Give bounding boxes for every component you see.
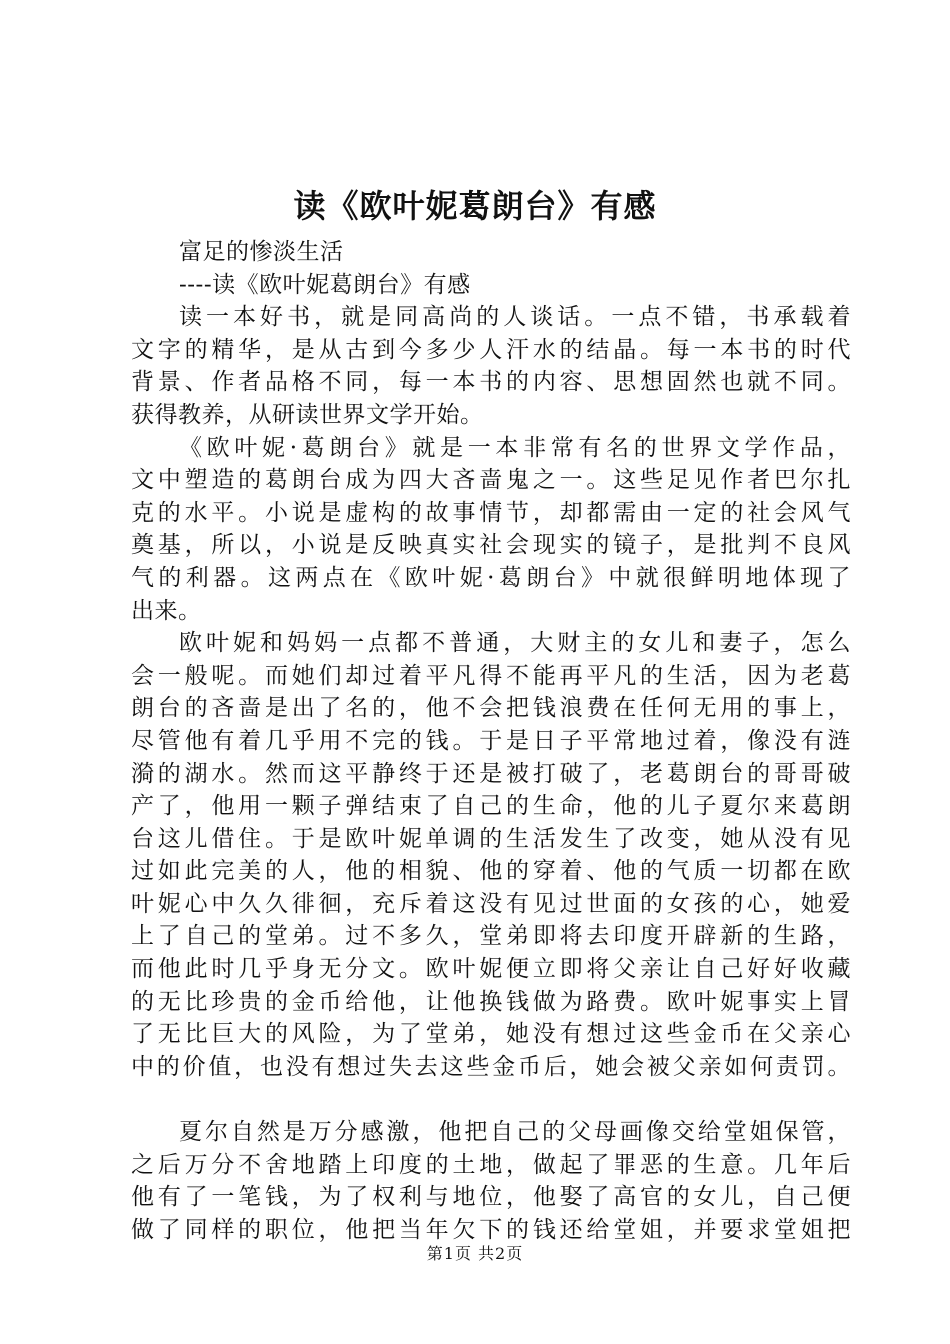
page-footer: 第1页 共2页 (426, 1244, 524, 1263)
text-line: 朗台的吝啬是出了名的，他不会把钱浪费在任何无用的事上， (131, 695, 851, 722)
text-line: 产了，他用一颗子弹结束了自己的生命，他的儿子夏尔来葛朗 (131, 793, 851, 820)
text-line: 叶妮心中久久徘徊，充斥着这没有见过世面的女孩的心，她爱 (131, 890, 851, 917)
text-line: 台这儿借住。于是欧叶妮单调的生活发生了改变，她从没有见 (131, 825, 851, 852)
text-line: 夏尔自然是万分感激，他把自己的父母画像交给堂姐保管， (179, 1119, 851, 1146)
blank-line (131, 1083, 851, 1116)
text-line: 过如此完美的人，他的相貌、他的穿着、他的气质一切都在欧 (131, 858, 851, 885)
text-line: 了无比巨大的风险，为了堂弟，她没有想过这些金币在父亲心 (131, 1021, 851, 1048)
document-title: 读《欧叶妮葛朗台》有感 (293, 187, 657, 225)
document-body (131, 236, 851, 1246)
text-line: 漪的湖水。然而这平静终于还是被打破了，老葛朗台的哥哥破 (131, 760, 851, 787)
text-line: 《欧叶妮·葛朗台》就是一本非常有名的世界文学作品， (179, 434, 851, 461)
text-line: 出来。 (131, 597, 202, 624)
text-line: 欧叶妮和妈妈一点都不普通，大财主的女儿和妻子，怎么 (179, 630, 851, 657)
text-line: 气的利器。这两点在《欧叶妮·葛朗台》中就很鲜明地体现了 (131, 564, 851, 591)
text-line: 会一般呢。而她们却过着平凡得不能再平凡的生活，因为老葛 (131, 662, 851, 689)
text-line: 尽管他有着几乎用不完的钱。于是日子平常地过着，像没有涟 (131, 727, 851, 754)
text-line: ----读《欧叶妮葛朗台》有感 (179, 271, 471, 298)
text-line: 获得教养，从研读世界文学开始。 (131, 401, 484, 428)
text-line: 富足的惨淡生活 (179, 239, 344, 265)
text-line: 文中塑造的葛朗台成为四大吝啬鬼之一。这些足见作者巴尔扎 (131, 467, 851, 494)
text-line: 背景、作者品格不同，每一本书的内容、思想固然也就不同。 (131, 369, 851, 396)
text-line: 上了自己的堂弟。过不多久，堂弟即将去印度开辟新的生路， (131, 923, 851, 950)
text-line: 中的价值，也没有想过失去这些金币后，她会被父亲如何责罚。 (131, 1053, 851, 1080)
text-line: 他有了一笔钱，为了权利与地位，他娶了高官的女儿，自己便 (131, 1184, 851, 1211)
text-line: 读一本好书，就是同高尚的人谈话。一点不错，书承载着 (179, 304, 851, 331)
text-line: 的无比珍贵的金币给他，让他换钱做为路费。欧叶妮事实上冒 (131, 988, 851, 1015)
text-line: 文字的精华，是从古到今多少人汗水的结晶。每一本书的时代 (131, 336, 851, 363)
text-line: 而他此时几乎身无分文。欧叶妮便立即将父亲让自己好好收藏 (131, 956, 851, 983)
text-line: 做了同样的职位，他把当年欠下的钱还给堂姐，并要求堂姐把 (131, 1216, 851, 1243)
text-line: 克的水平。小说是虚构的故事情节，却都需由一定的社会风气 (131, 499, 851, 526)
text-line: 之后万分不舍地踏上印度的土地，做起了罪恶的生意。几年后 (131, 1151, 851, 1178)
text-line: 奠基，所以，小说是反映真实社会现实的镜子，是批判不良风 (131, 532, 851, 559)
